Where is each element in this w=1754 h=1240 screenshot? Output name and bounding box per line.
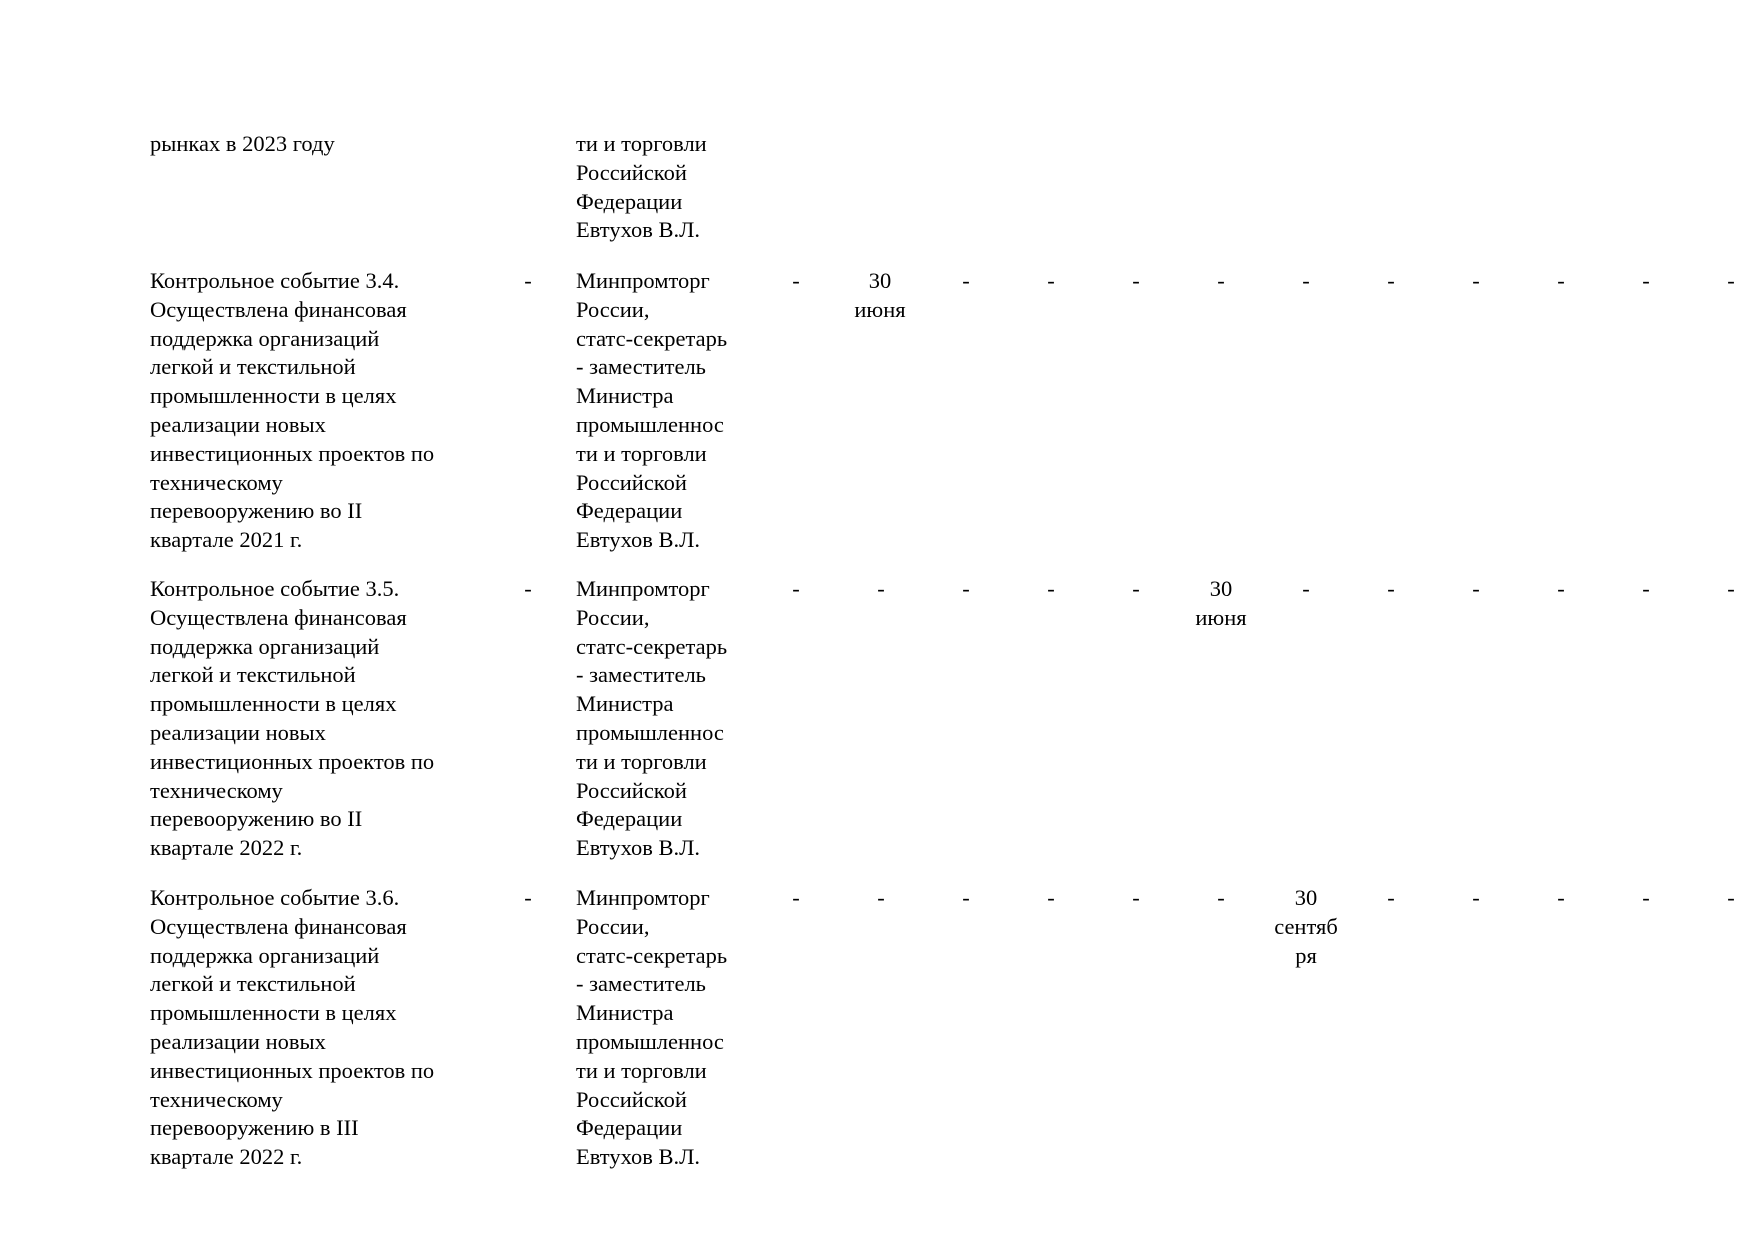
row-period-cell: - xyxy=(1132,576,1140,601)
row-period-cell: - xyxy=(1387,885,1395,910)
row-description: Контрольное событие 3.5. Осуществлена финансовая поддержка организаций легкой и текстильной промышленности в целях реализации новых инвестиционных проектов по техническому перевооружению во II квартале 2022 г. xyxy=(150,576,435,861)
row-responsible: Минпромторг России, статс-секретарь - заместитель Министра промышленнос ти и торговли Российской Федерации Евтухов В.Л. xyxy=(576,576,728,861)
row-period-cell: - xyxy=(962,576,970,601)
row-period-cell: - xyxy=(1387,576,1395,601)
row-period-cell: - xyxy=(1217,885,1225,910)
row-col-a: - xyxy=(524,576,532,601)
row-period-cell: - xyxy=(1557,885,1565,910)
row-responsible: Минпромторг России, статс-секретарь - заместитель Министра промышленнос ти и торговли Российской Федерации Евтухов В.Л. xyxy=(576,885,728,1170)
row-col-a: - xyxy=(524,268,532,293)
row-period-cell: - xyxy=(1047,268,1055,293)
row-period-cell: - xyxy=(1642,885,1650,910)
row-period-cell: - xyxy=(1557,576,1565,601)
row-period-cell: 30 июня xyxy=(854,268,906,322)
row-period-cell: - xyxy=(1217,268,1225,293)
row-col-a: - xyxy=(524,885,532,910)
row-period-cell: 30 июня xyxy=(1195,576,1247,630)
row-period-cell: - xyxy=(1727,885,1735,910)
row-period-cell: - xyxy=(1472,268,1480,293)
row-period-cell: - xyxy=(1387,268,1395,293)
row-period-cell: - xyxy=(1557,268,1565,293)
row-responsible: Минпромторг России, статс-секретарь - заместитель Министра промышленнос ти и торговли Российской Федерации Евтухов В.Л. xyxy=(576,268,728,553)
row-period-cell: - xyxy=(1472,576,1480,601)
row-period-cell: - xyxy=(877,885,885,910)
row-period-cell: - xyxy=(792,268,800,293)
row-period-cell: - xyxy=(792,885,800,910)
row-period-cell: - xyxy=(1132,268,1140,293)
row-period-cell: - xyxy=(1727,576,1735,601)
row-period-cell: - xyxy=(1302,576,1310,601)
row-responsible-continuation: ти и торговли Российской Федерации Евтухов В.Л. xyxy=(576,131,707,243)
row-period-cell: - xyxy=(1047,576,1055,601)
row-period-cell: - xyxy=(962,268,970,293)
row-period-cell: 30 сентяб ря xyxy=(1274,885,1338,968)
row-description: Контрольное событие 3.6. Осуществлена финансовая поддержка организаций легкой и текстильной промышленности в целях реализации новых инвестиционных проектов по техническому перевооружению в III квартале 2022 г. xyxy=(150,885,435,1170)
row-period-cell: - xyxy=(1642,576,1650,601)
row-period-cell: - xyxy=(1302,268,1310,293)
row-period-cell: - xyxy=(1642,268,1650,293)
row-period-cell: - xyxy=(877,576,885,601)
row-period-cell: - xyxy=(1132,885,1140,910)
row-description-continuation: рынках в 2023 году xyxy=(150,131,335,156)
row-period-cell: - xyxy=(792,576,800,601)
row-period-cell: - xyxy=(1047,885,1055,910)
row-period-cell: - xyxy=(1727,268,1735,293)
row-period-cell: - xyxy=(962,885,970,910)
row-description: Контрольное событие 3.4. Осуществлена финансовая поддержка организаций легкой и текстильной промышленности в целях реализации новых инвестиционных проектов по техническому перевооружению во II квартале 2021 г. xyxy=(150,268,435,553)
row-period-cell: - xyxy=(1472,885,1480,910)
